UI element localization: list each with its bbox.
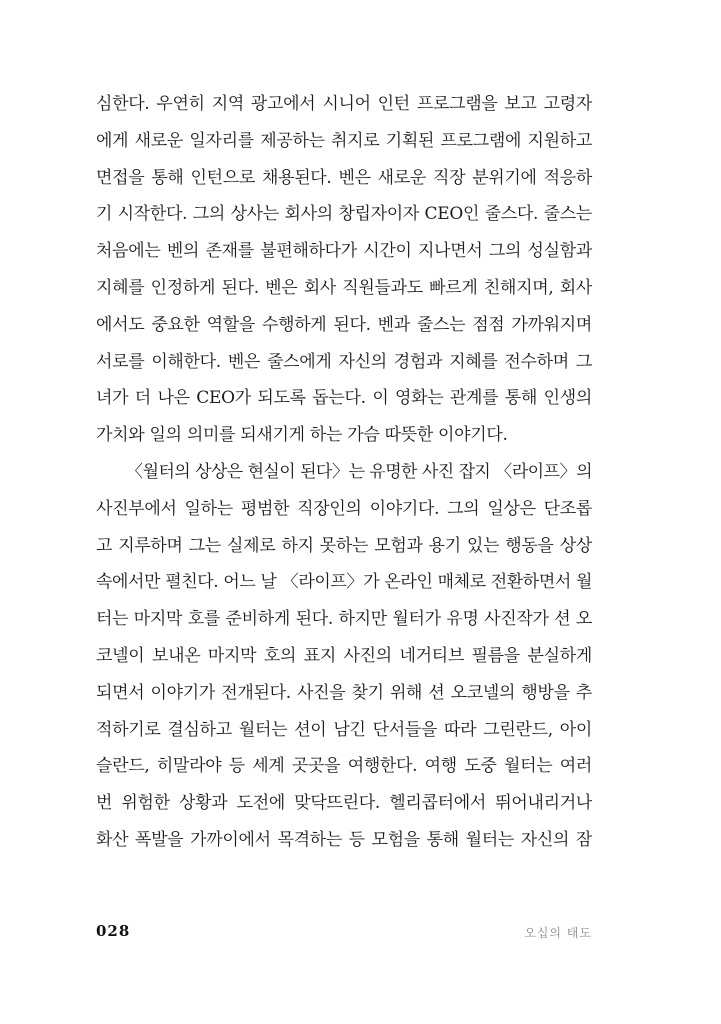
paragraph-last-line: 가치와 일의 의미를 되새기게 하는 가슴 따뜻한 이야기다. [96, 425, 508, 446]
text-line: 고 지루하며 그는 실제로 하지 못하는 모험과 용기 있는 행동을 상상 [96, 535, 592, 556]
text-line: 번 위험한 상황과 도전에 맞닥뜨린다. 헬리콥터에서 뛰어내리거나 [96, 793, 592, 814]
text-line: 터는 마지막 호를 준비하게 된다. 하지만 월터가 유명 사진작가 션 오 [96, 609, 592, 630]
text-line: 속에서만 펼친다. 어느 날 〈라이프〉가 온라인 매체로 전환하면서 월 [96, 572, 592, 593]
text-line: 화산 폭발을 가까이에서 목격하는 등 모험을 통해 월터는 자신의 잠 [96, 829, 592, 850]
text-line: 에게 새로운 일자리를 제공하는 취지로 기획된 프로그램에 지원하고 [96, 130, 592, 151]
paragraph-first-line: 〈월터의 상상은 현실이 된다〉는 유명한 사진 잡지 〈라이프〉의 [126, 461, 592, 482]
text-line: 녀가 더 나은 CEO가 되도록 돕는다. 이 영화는 관계를 통해 인생의 [96, 388, 592, 409]
text-line: 지혜를 인정하게 된다. 벤은 회사 직원들과도 빠르게 친해지며, 회사 [96, 277, 592, 298]
page-footer [96, 922, 592, 942]
body-text [96, 86, 592, 859]
text-line: 심한다. 우연히 지역 광고에서 시니어 인턴 프로그램을 보고 고령자 [96, 94, 592, 114]
text-line: 적하기로 결심하고 월터는 션이 남긴 단서들을 따라 그린란드, 아이 [96, 719, 592, 740]
text-line: 서로를 이해한다. 벤은 줄스에게 자신의 경험과 지혜를 전수하며 그 [96, 351, 592, 372]
text-line: 되면서 이야기가 전개된다. 사진을 찾기 위해 션 오코넬의 행방을 추 [96, 682, 592, 703]
text-line: 처음에는 벤의 존재를 불편해하다가 시간이 지나면서 그의 성실함과 [96, 241, 592, 262]
text-line: 사진부에서 일하는 평범한 직장인의 이야기다. 그의 일상은 단조롭 [96, 498, 592, 519]
text-line: 면접을 통해 인턴으로 채용된다. 벤은 새로운 직장 분위기에 적응하 [96, 167, 592, 188]
text-line: 기 시작한다. 그의 상사는 회사의 창립자이자 CEO인 줄스다. 줄스는 [96, 204, 592, 225]
running-title: 오십의 태도 [524, 926, 592, 940]
page-number: 028 [96, 922, 131, 940]
text-line: 코넬이 보내온 마지막 호의 표지 사진의 네거티브 필름을 분실하게 [96, 645, 592, 666]
text-line: 에서도 중요한 역할을 수행하게 된다. 벤과 줄스는 점점 가까워지며 [96, 314, 592, 335]
text-line: 슬란드, 히말라야 등 세계 곳곳을 여행한다. 여행 도중 월터는 여러 [96, 756, 592, 777]
